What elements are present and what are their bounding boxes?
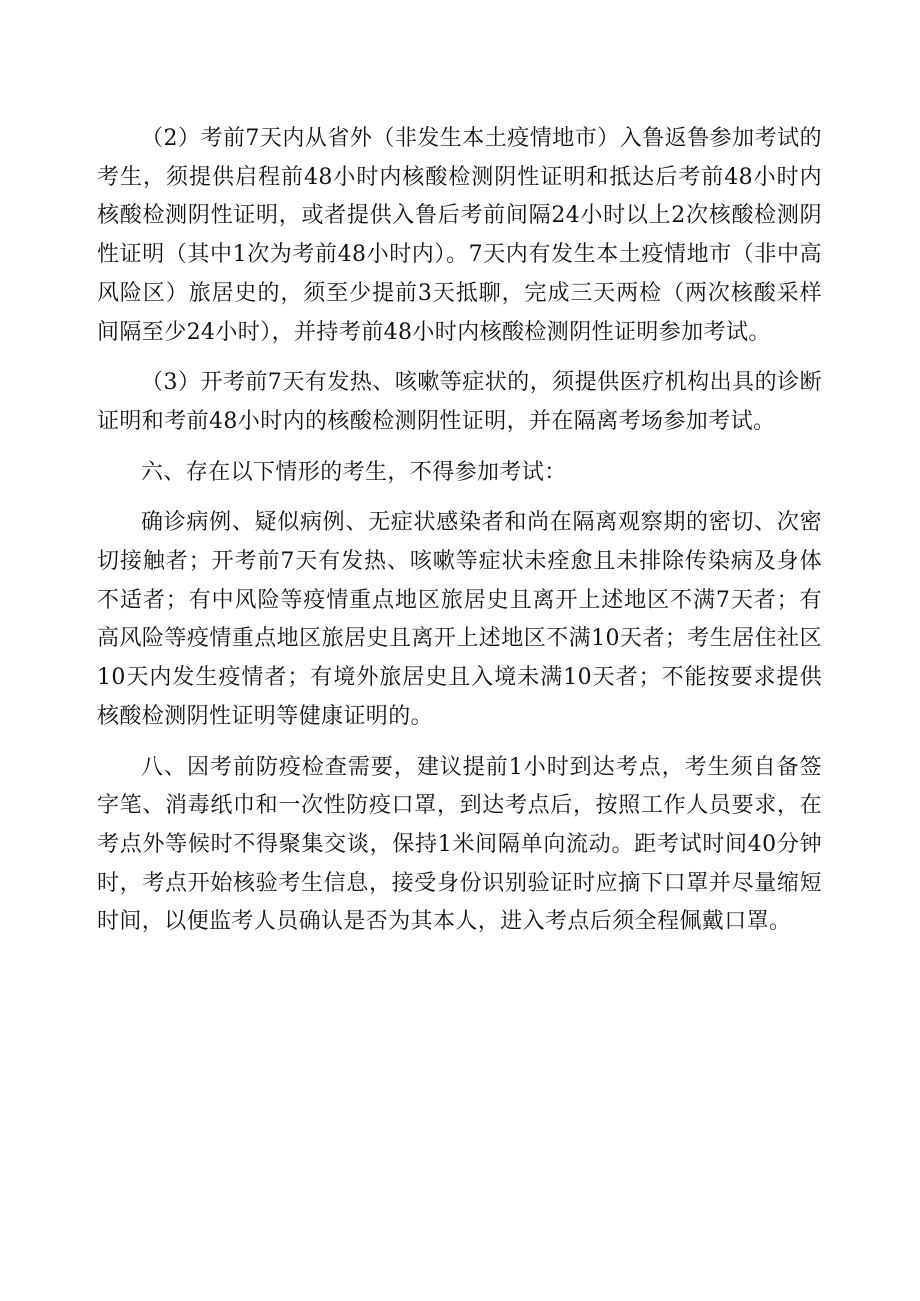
- paragraph-section-eight: 八、因考前防疫检查需要，建议提前1小时到达考点，考生须自备签字笔、消毒纸巾和一次性防疫口罩，到达考点后，按照工作人员要求，在考点外等候时不得聚集交谈，保持1米间隔单向流动。距考试时间40分钟时，考点开始核验考生信息，接受身份识别验证时应摘下口罩并尽量缩短时间，以便监考人员确认是否为其本人，进入考点后须全程佩戴口罩。: [97, 754, 822, 935]
- section-heading-six: 六、存在以下情形的考生，不得参加考试：: [141, 459, 567, 485]
- paragraph-item-2-arrival-requirements: （2）考前7天内从省外（非发生本土疫情地市）入鲁返鲁参加考试的考生，须提供启程前48小时内核酸检测阴性证明和抵达后考前48小时内核酸检测阴性证明，或者提供入鲁后考前间隔24小时以上2次核酸检测阴性证明（其中1次为考前48小时内）。7天内有发生本土疫情地市（非中高风险区）旅居史的，须至少提前3天抵聊，完成三天两检（两次核酸采样间隔至少24小时），并持考前48小时内核酸检测阴性证明参加考试。: [97, 126, 822, 345]
- paragraph-item-3-symptoms: （3）开考前7天有发热、咳嗽等症状的，须提供医疗机构出具的诊断证明和考前48小时内的核酸检测阴性证明，并在隔离考场参加考试。: [97, 370, 822, 434]
- paragraph-excluded-candidates: 确诊病例、疑似病例、无症状感染者和尚在隔离观察期的密切、次密切接触者；开考前7天有发热、咳嗽等症状未痊愈且未排除传染病及身体不适者；有中风险等疫情重点地区旅居史且离开上述地区不满7天者；有高风险等疫情重点地区旅居史且离开上述地区不满10天者；考生居住社区10天内发生疫情者；有境外旅居史且入境未满10天者；不能按要求提供核酸检测阴性证明等健康证明的。: [97, 510, 822, 729]
- document-body: [97, 120, 822, 942]
